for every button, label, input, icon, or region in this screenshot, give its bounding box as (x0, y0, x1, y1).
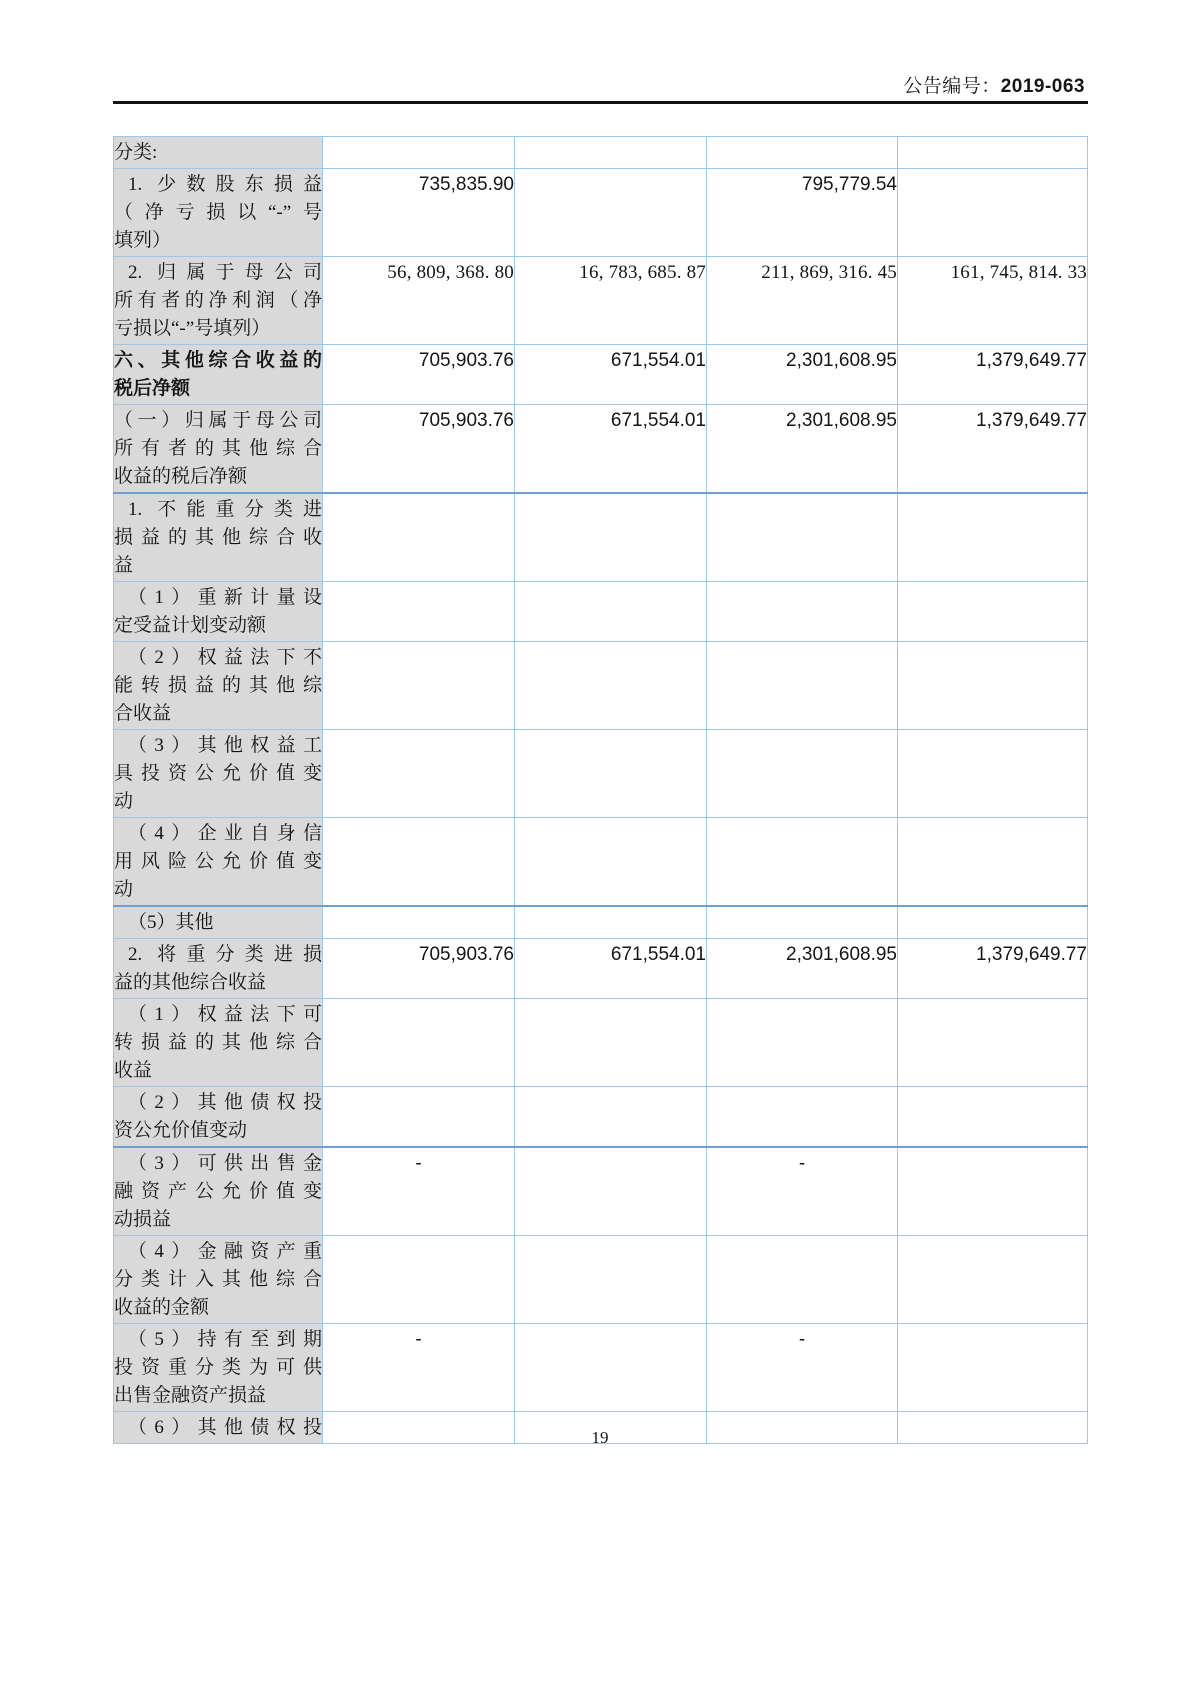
row-label-line: 资公允价值变动 (114, 1120, 248, 1141)
value-cell (707, 582, 898, 642)
row-label-line: （3）其他权益工 (128, 735, 322, 756)
value-cell: 795,779.54 (707, 169, 898, 257)
value-cell (898, 999, 1088, 1087)
value-cell (707, 137, 898, 169)
value-cell: 705,903.76 (323, 939, 515, 999)
value-cell (707, 906, 898, 939)
row-label-cell (114, 582, 323, 642)
table-row (114, 137, 1088, 169)
row-label-line: （3）可供出售金 (128, 1153, 322, 1174)
row-label-line: 六、其他综合收益的 (114, 350, 322, 371)
value-cell (515, 137, 707, 169)
table-row (114, 257, 1088, 345)
row-label-line: 益的其他综合收益 (114, 972, 267, 993)
value-cell (515, 642, 707, 730)
row-label-cell (114, 493, 323, 582)
value-cell (898, 169, 1088, 257)
value-cell: - (707, 1324, 898, 1412)
value-cell (515, 906, 707, 939)
table-row (114, 1147, 1088, 1236)
row-label-line: （1）重新计量设 (128, 587, 322, 608)
row-label-line: （4）金融资产重 (128, 1241, 322, 1262)
row-label-line: （2）权益法下不 (128, 647, 322, 668)
value-cell (323, 642, 515, 730)
value-cell (707, 493, 898, 582)
value-cell (898, 1324, 1088, 1412)
value-cell: 1,379,649.77 (898, 345, 1088, 405)
table-row (114, 642, 1088, 730)
value-cell (707, 1087, 898, 1148)
value-cell (707, 730, 898, 818)
value-cell: 1,379,649.77 (898, 405, 1088, 494)
row-label-line: 益 (114, 555, 134, 576)
table-row (114, 169, 1088, 257)
row-label-cell (114, 137, 323, 169)
table-row (114, 999, 1088, 1087)
value-cell: - (707, 1147, 898, 1236)
value-cell (898, 137, 1088, 169)
row-label-line: 投资重分类为可供 (114, 1357, 322, 1378)
value-cell: 1,379,649.77 (898, 939, 1088, 999)
table-row (114, 405, 1088, 494)
value-cell (898, 1087, 1088, 1148)
row-label-cell (114, 906, 323, 939)
value-cell (515, 999, 707, 1087)
value-cell (707, 818, 898, 907)
table-row (114, 493, 1088, 582)
value-cell (515, 582, 707, 642)
value-cell (515, 1324, 707, 1412)
row-label-line: 2. 将重分类进损 (128, 944, 322, 965)
value-cell (898, 906, 1088, 939)
value-cell (898, 1236, 1088, 1324)
value-cell (323, 582, 515, 642)
page-number: 19 (591, 1428, 609, 1447)
announcement-number-value: 2019-063 (1000, 76, 1085, 97)
value-cell: 56, 809, 368. 80 (323, 257, 515, 345)
value-cell (515, 493, 707, 582)
row-label-cell (114, 1324, 323, 1412)
row-label-line: （5）持有至到期 (128, 1329, 322, 1350)
row-label-line: 2. 归属于母公司 (128, 262, 322, 283)
value-cell (898, 642, 1088, 730)
row-label-line: 合收益 (114, 703, 172, 724)
row-label-line: 出售金融资产损益 (114, 1385, 267, 1406)
row-label-cell (114, 999, 323, 1087)
value-cell (323, 1236, 515, 1324)
value-cell (323, 137, 515, 169)
value-cell (323, 1087, 515, 1148)
row-label-line: 收益的税后净额 (114, 466, 248, 487)
row-label-line: 用风险公允价值变 (114, 851, 322, 872)
row-label-line: 具投资公允价值变 (114, 763, 322, 784)
value-cell (323, 818, 515, 907)
value-cell (515, 1236, 707, 1324)
value-cell (515, 730, 707, 818)
row-label-cell (114, 257, 323, 345)
row-label-line: 填列） (114, 230, 172, 251)
row-label-line: （6）其他债权投 (128, 1417, 322, 1438)
value-cell (707, 999, 898, 1087)
value-cell (898, 1147, 1088, 1236)
value-cell: 735,835.90 (323, 169, 515, 257)
value-cell: 2,301,608.95 (707, 345, 898, 405)
row-label-line: （5）其他 (128, 912, 214, 933)
row-label-line: 1. 不能重分类进 (128, 499, 322, 520)
table-row (114, 1236, 1088, 1324)
value-cell (898, 493, 1088, 582)
value-cell: 211, 869, 316. 45 (707, 257, 898, 345)
value-cell: 671,554.01 (515, 345, 707, 405)
row-label-line: （4）企业自身信 (128, 823, 322, 844)
row-label-line: （2）其他债权投 (128, 1092, 322, 1113)
row-label-cell (114, 169, 323, 257)
announcement-number (113, 75, 1085, 99)
row-label-cell (114, 730, 323, 818)
row-label-cell (114, 939, 323, 999)
row-label-line: 收益的金额 (114, 1297, 210, 1318)
value-cell (515, 1147, 707, 1236)
row-label-line: （1）权益法下可 (128, 1004, 322, 1025)
row-label-line: 能转损益的其他综 (114, 675, 322, 696)
value-cell: - (323, 1324, 515, 1412)
table-row (114, 582, 1088, 642)
row-label-line: （一）归属于母公司 (114, 410, 322, 431)
value-cell (707, 642, 898, 730)
row-label-line: 融资产公允价值变 (114, 1181, 322, 1202)
value-cell: - (323, 1147, 515, 1236)
value-cell: 16, 783, 685. 87 (515, 257, 707, 345)
row-label-line: 定受益计划变动额 (114, 615, 267, 636)
row-label-line: 所有者的其他综合 (114, 438, 322, 459)
row-label-cell (114, 345, 323, 405)
table-row (114, 939, 1088, 999)
financial-table (113, 136, 1088, 1444)
row-label-line: 分类计入其他综合 (114, 1269, 322, 1290)
row-label-cell (114, 818, 323, 907)
row-label-cell (114, 642, 323, 730)
value-cell: 671,554.01 (515, 939, 707, 999)
row-label-line: 分类: (114, 142, 158, 163)
table-row (114, 1087, 1088, 1148)
value-cell: 671,554.01 (515, 405, 707, 494)
value-cell (323, 906, 515, 939)
financial-table-body (114, 137, 1088, 1444)
table-row (114, 1324, 1088, 1412)
row-label-line: 动损益 (114, 1209, 172, 1230)
value-cell (515, 1087, 707, 1148)
row-label-line: 动 (114, 791, 134, 812)
value-cell (515, 818, 707, 907)
row-label-cell (114, 1087, 323, 1148)
row-label-line: （净亏损以“-”号 (114, 202, 322, 223)
value-cell (323, 730, 515, 818)
row-label-line: 所有者的净利润（净 (114, 290, 322, 311)
value-cell (323, 493, 515, 582)
row-label-line: 亏损以“-”号填列） (114, 318, 271, 339)
table-row (114, 730, 1088, 818)
row-label-line: 损益的其他综合收 (114, 527, 322, 548)
table-row (114, 906, 1088, 939)
row-label-cell (114, 1147, 323, 1236)
table-row (114, 818, 1088, 907)
row-label-line: 转损益的其他综合 (114, 1032, 322, 1053)
row-label-cell (114, 1236, 323, 1324)
value-cell: 161, 745, 814. 33 (898, 257, 1088, 345)
value-cell (515, 169, 707, 257)
announcement-number-label: 公告编号： (903, 76, 1001, 97)
row-label-cell (114, 405, 323, 494)
value-cell: 705,903.76 (323, 345, 515, 405)
value-cell (898, 730, 1088, 818)
value-cell: 705,903.76 (323, 405, 515, 494)
header-rule (113, 101, 1088, 104)
row-label-line: 动 (114, 879, 134, 900)
row-label-line: 税后净额 (114, 378, 191, 399)
row-label-line: 收益 (114, 1060, 153, 1081)
row-label-line: 1. 少数股东损益 (128, 174, 322, 195)
value-cell (898, 818, 1088, 907)
table-row (114, 345, 1088, 405)
value-cell (707, 1236, 898, 1324)
value-cell (898, 582, 1088, 642)
value-cell: 2,301,608.95 (707, 939, 898, 999)
value-cell: 2,301,608.95 (707, 405, 898, 494)
value-cell (323, 999, 515, 1087)
